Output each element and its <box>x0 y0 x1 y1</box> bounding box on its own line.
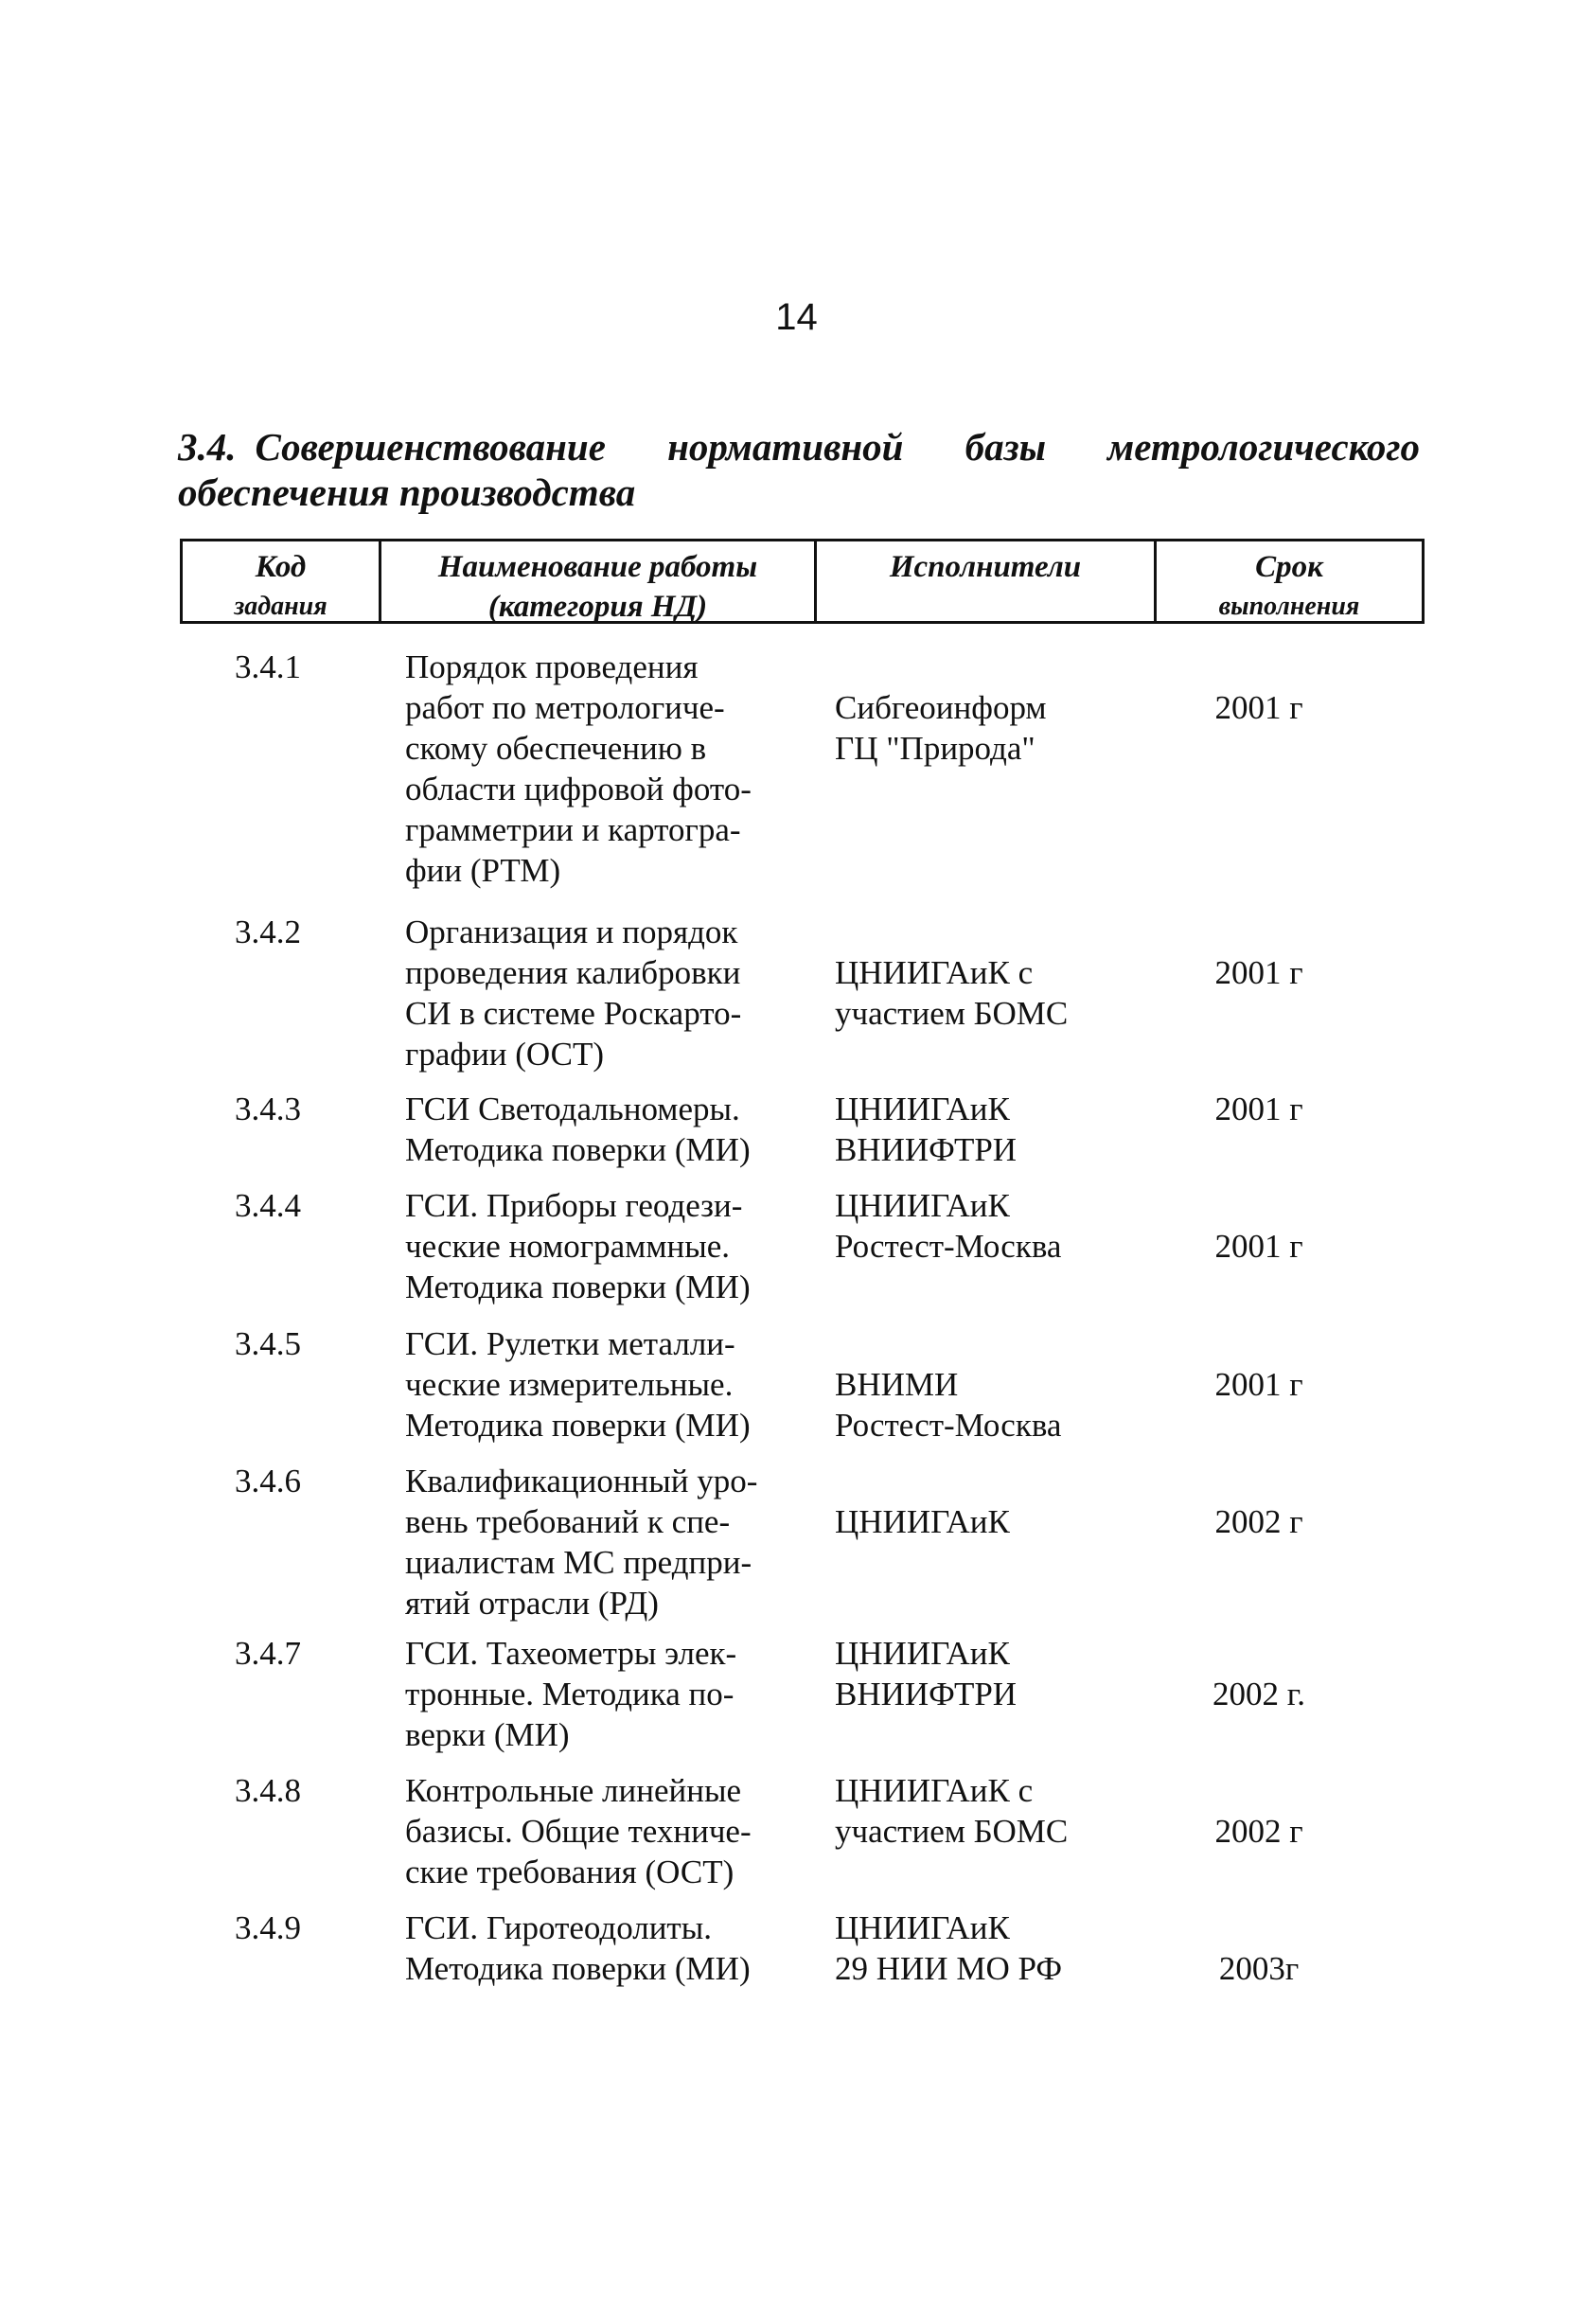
task-code: 3.4.2 <box>235 914 301 950</box>
work-title: ГСИ. Приборы геодези- ческие номограммные. Методика поверки (МИ) <box>405 1187 751 1305</box>
performers: ЦНИИГАиК 29 НИИ МО РФ <box>835 1909 1062 1987</box>
header-performers: Исполнители <box>889 550 1082 584</box>
table-header <box>180 539 1425 624</box>
page-number: 14 <box>775 296 818 338</box>
work-title: Организация и порядок проведения калибровки СИ в системе Роскарто- графии (ОСТ) <box>405 914 742 1073</box>
task-code: 3.4.6 <box>235 1463 301 1499</box>
header-deadline: Срок выполнения <box>1218 550 1360 621</box>
header-code: Код задания <box>234 550 327 621</box>
work-title: ГСИ. Гиротеодолиты. Методика поверки (МИ) <box>405 1909 751 1987</box>
header-work: Наименование работы (категория НД) <box>437 550 758 624</box>
work-title: Контрольные линейные базисы. Общие техниче- ские требования (ОСТ) <box>405 1772 752 1890</box>
deadline: 2002 г <box>1214 1503 1303 1540</box>
task-code: 3.4.8 <box>235 1772 301 1809</box>
performers: ЦНИИГАиК <box>835 1503 1010 1540</box>
work-title: ГСИ Светодальномеры. Методика поверки (МИ) <box>405 1091 751 1168</box>
performers: ЦНИИГАиК с участием БОМС <box>835 954 1069 1032</box>
task-code: 3.4.4 <box>235 1187 301 1224</box>
section-heading <box>178 424 1420 515</box>
work-title: ГСИ. Рулетки металли- ческие измерительные. Методика поверки (МИ) <box>405 1325 751 1444</box>
work-title: Квалификационный уро- вень требований к спе- циалистам МС предпри- ятий отрасли (РД) <box>405 1463 758 1622</box>
performers: ЦНИИГАиК Ростест-Москва <box>835 1187 1062 1265</box>
task-code: 3.4.7 <box>235 1635 301 1672</box>
deadline: 2001 г <box>1214 954 1303 991</box>
deadline: 2001 г <box>1214 689 1303 726</box>
deadline: 2003г <box>1218 1950 1300 1987</box>
performers: ЦНИИГАиК ВНИИФТРИ <box>835 1091 1018 1168</box>
task-code: 3.4.3 <box>235 1091 301 1127</box>
performers: ВНИМИ Ростест-Москва <box>835 1366 1062 1444</box>
section-title: Совершенствование нормативной базы метрологического обеспечения производства <box>178 425 1420 514</box>
deadline: 2001 г <box>1214 1228 1303 1265</box>
task-code: 3.4.9 <box>235 1909 301 1946</box>
performers: ЦНИИГАиК ВНИИФТРИ <box>835 1635 1018 1712</box>
performers: Сибгеоинформ ГЦ "Природа" <box>835 689 1047 767</box>
deadline: 2002 г <box>1214 1813 1303 1850</box>
task-code: 3.4.1 <box>235 648 301 685</box>
work-title: Порядок проведения работ по метрологиче- скому обеспечению в области цифровой фото- грамметрии и картогра- фии (РТМ) <box>405 648 752 889</box>
deadline: 2001 г <box>1214 1366 1303 1403</box>
deadline: 2002 г. <box>1212 1676 1305 1712</box>
deadline: 2001 г <box>1214 1091 1303 1127</box>
work-title: ГСИ. Тахеометры элек- тронные. Методика по- верки (МИ) <box>405 1635 737 1753</box>
performers: ЦНИИГАиК с участием БОМС <box>835 1772 1069 1850</box>
task-code: 3.4.5 <box>235 1325 301 1362</box>
section-number: 3.4. <box>178 425 237 469</box>
